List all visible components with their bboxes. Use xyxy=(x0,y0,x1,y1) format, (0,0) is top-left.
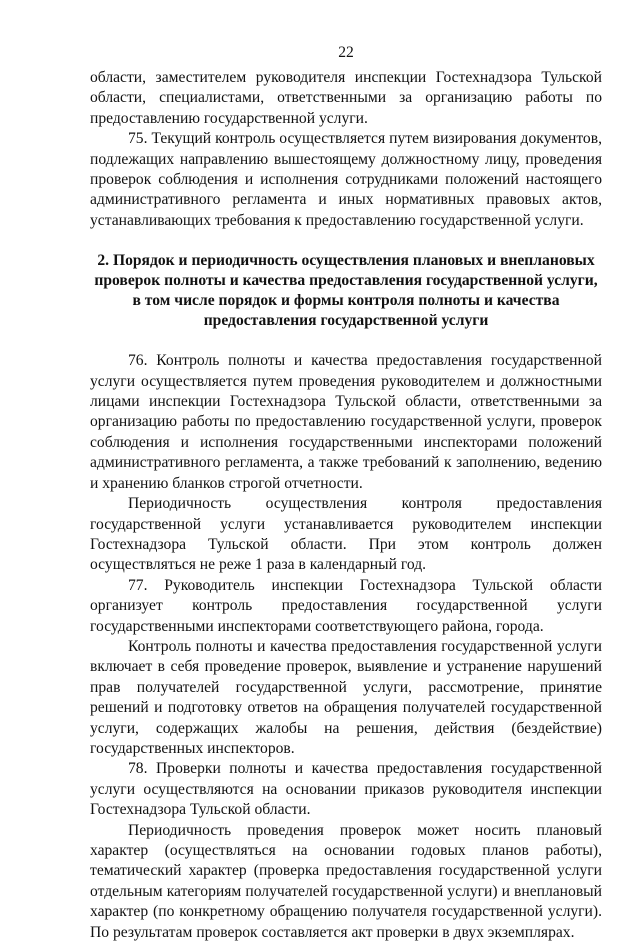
paragraph-78-periodicity: Периодичность проведения проверок может носить плановый характер (осуществляться на основании годовых планов работы), тематический характер (проверка предоставления государственной услуги отдельным категориям получателей государственной услуги) и внеплановый характер (по конкретному обращению получателя государственной услуги). По результатам проверок составляется акт проверки в двух экземплярах. xyxy=(90,821,602,941)
paragraph-78: 78. Проверки полноты и качества предоставления государственной услуги осуществляются на основании приказов руководителя инспекции Гостехнадзора Тульской области. xyxy=(90,760,602,819)
paragraph-continuation: области, заместителем руководителя инспекции Гостехнадзора Тульской области, специалистами, ответственными за организацию работы по предоставлению государственной услуги. xyxy=(90,69,602,127)
page-number: 22 xyxy=(338,44,354,61)
section-heading: 2. Порядок и периодичность осуществления плановых и внеплановых проверок полноты и качества предоставления государственной услуги, в том числе порядок и формы контроля полноты и качества предоставления государственной услуги xyxy=(94,252,598,330)
paragraph-77: 77. Руководитель инспекции Гостехнадзора Тульской области организует контроль предоставления государственной услуги государственными инспекторами соответствующего района, города. xyxy=(90,576,602,635)
document-page xyxy=(90,44,602,943)
paragraph-77-control: Контроль полноты и качества предоставления государственной услуги включает в себя проведение проверок, выявление и устранение нарушений прав получателей государственной услуги, рассмотрение, принятие решений и подготовку ответов на обращения получателей государственной услуги, содержащих жалобы на решения, действия (бездействие) государственных инспекторов. xyxy=(90,637,602,757)
paragraph-76-periodicity: Периодичность осуществления контроля предоставления государственной услуги устанавливается руководителем инспекции Гостехнадзора Тульской области. При этом контроль должен осуществляться не реже 1 раза в календарный год. xyxy=(90,495,602,574)
paragraph-75: 75. Текущий контроль осуществляется путем визирования документов, подлежащих направлению вышестоящему должностному лицу, проведения проверок соблюдения и исполнения сотрудниками положений настоящего административного регламента и иных нормативных правовых актов, устанавливающих требования к предоставлению государственной услуги. xyxy=(90,130,602,229)
paragraph-76: 76. Контроль полноты и качества предоставления государственной услуги осуществляется путем проведения руководителем и должностными лицами инспекции Гостехнадзора Тульской области, ответственными за организацию работы по предоставлению государственной услуги, проверок соблюдения и исполнения государственными инспекторами положений административного регламента, а также требований к заполнению, ведению и хранению бланков строгой отчетности. xyxy=(90,352,602,492)
